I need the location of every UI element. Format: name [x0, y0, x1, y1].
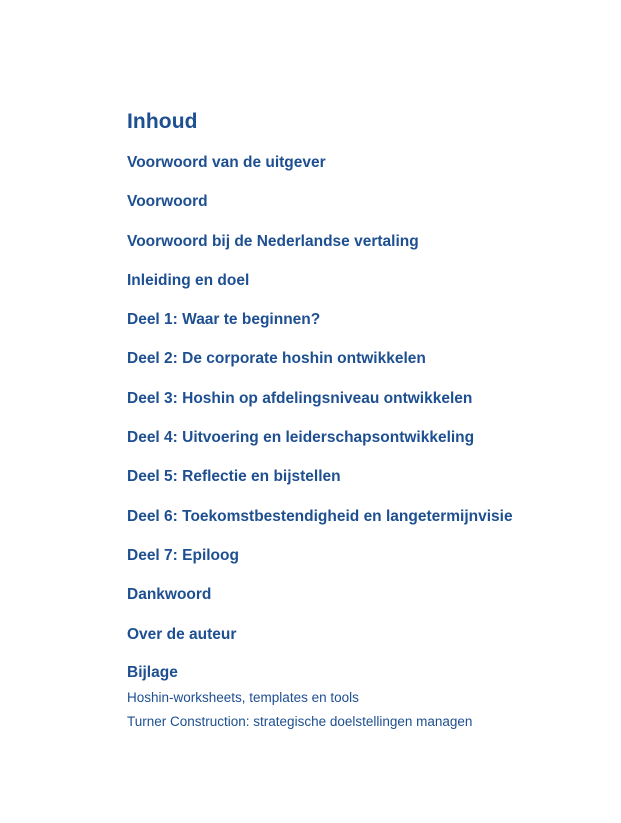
toc-entry-introduction: Inleiding en doel: [127, 271, 250, 289]
appendix-item-turner-construction: Turner Construction: strategische doelstellingen managen: [127, 714, 473, 729]
appendix-item-worksheets: Hoshin-worksheets, templates en tools: [127, 690, 359, 705]
toc-entry-part-6: Deel 6: Toekomstbestendigheid en langetermijnvisie: [127, 507, 513, 525]
toc-appendix: [127, 662, 472, 734]
page-title: Inhoud: [127, 110, 198, 133]
toc-entry-part-3: Deel 3: Hoshin op afdelingsniveau ontwikkelen: [127, 389, 473, 407]
toc-entry-about-author: Over de auteur: [127, 625, 237, 643]
toc-entry-dutch-translation-foreword: Voorwoord bij de Nederlandse vertaling: [127, 232, 419, 250]
appendix-list: [127, 686, 472, 734]
toc-entry-part-7: Deel 7: Epiloog: [127, 546, 239, 564]
toc-entry-part-4: Deel 4: Uitvoering en leiderschapsontwikkeling: [127, 429, 475, 447]
appendix-title: Bijlage: [127, 664, 178, 681]
toc-list: [127, 152, 513, 663]
toc-entry-acknowledgements: Dankwoord: [127, 586, 212, 604]
toc-entry-part-1: Deel 1: Waar te beginnen?: [127, 311, 321, 329]
toc-entry-foreword: Voorwoord: [127, 193, 208, 211]
toc-entry-part-2: Deel 2: De corporate hoshin ontwikkelen: [127, 350, 426, 368]
toc-entry-part-5: Deel 5: Reflectie en bijstellen: [127, 468, 341, 486]
toc-entry-publisher-foreword: Voorwoord van de uitgever: [127, 154, 326, 171]
